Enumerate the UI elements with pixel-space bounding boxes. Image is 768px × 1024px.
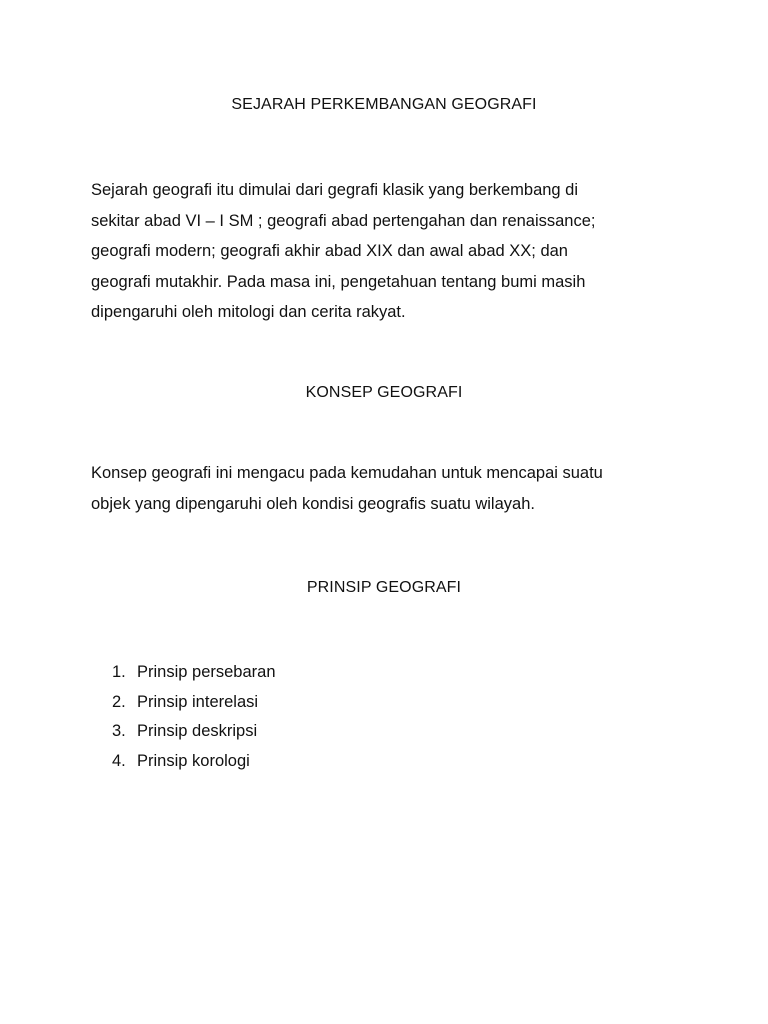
paragraph-sejarah [91, 175, 691, 328]
list-item [112, 658, 276, 688]
list-item-number: 3. [112, 722, 126, 740]
paragraph-line: geografi modern; geografi akhir abad XIX dan awal abad XX; dan [91, 242, 568, 260]
paragraph-line: geografi mutakhir. Pada masa ini, pengetahuan tentang bumi masih [91, 272, 586, 291]
section-heading-prinsip: PRINSIP GEOGRAFI [306, 579, 462, 596]
list-item-text: Prinsip interelasi [137, 692, 259, 711]
paragraph-line: Sejarah geografi itu dimulai dari gegrafi klasik yang berkembang di [91, 181, 579, 199]
list-item-text: Prinsip persebaran [137, 663, 276, 681]
list-item-number: 1. [112, 663, 126, 681]
prinsip-list [112, 658, 276, 776]
section-heading-sejarah: SEJARAH PERKEMBANGAN GEOGRAFI [231, 96, 537, 113]
paragraph-konsep [91, 458, 691, 519]
paragraph-line: objek yang dipengaruhi oleh kondisi geografis suatu wilayah. [91, 494, 535, 513]
list-item-number: 4. [112, 751, 126, 770]
paragraph-line: dipengaruhi oleh mitologi dan cerita rakyat. [91, 303, 406, 321]
paragraph-line: sekitar abad VI – I SM ; geografi abad pertengahan dan renaissance; [91, 211, 596, 230]
section-heading-konsep: KONSEP GEOGRAFI [305, 384, 463, 401]
list-item-text: Prinsip korologi [137, 751, 250, 770]
list-item [112, 717, 276, 747]
list-item [112, 747, 276, 777]
paragraph-line: Konsep geografi ini mengacu pada kemudahan untuk mencapai suatu [91, 464, 603, 482]
list-item [112, 688, 276, 718]
list-item-text: Prinsip deskripsi [137, 722, 258, 740]
list-item-number: 2. [112, 692, 126, 711]
